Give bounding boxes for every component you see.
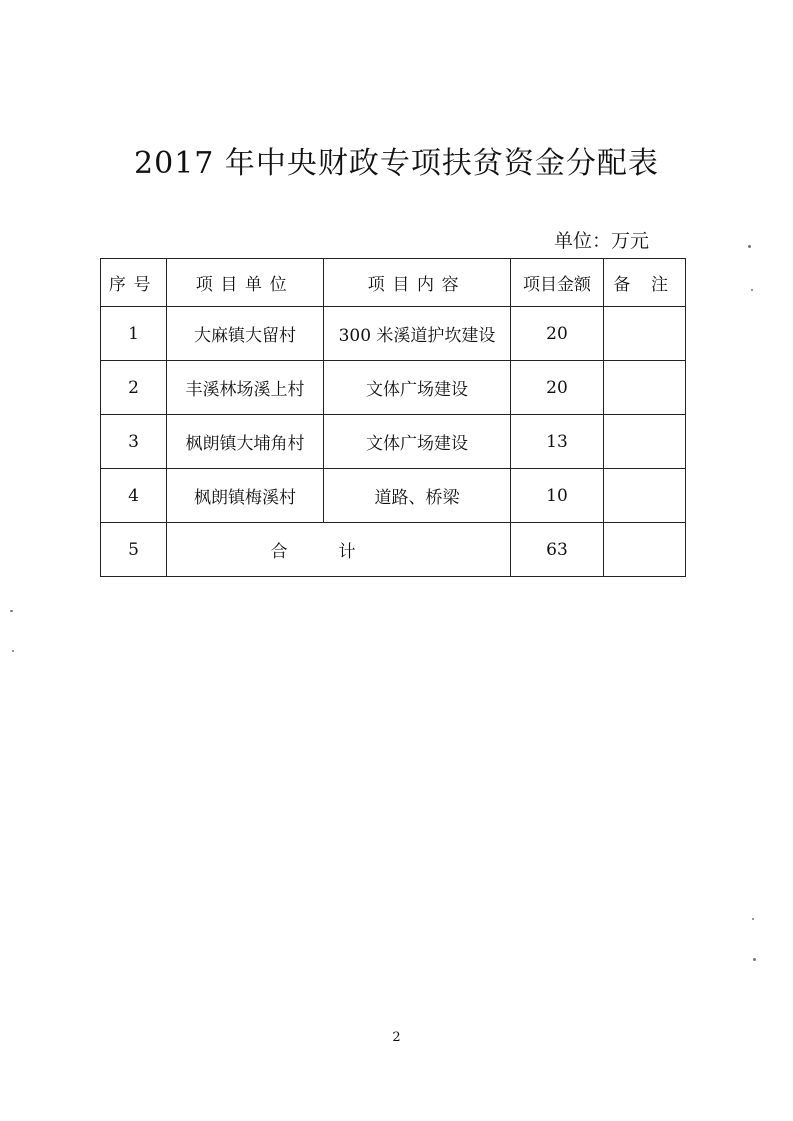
cell-content: 文体广场建设	[324, 415, 511, 469]
cell-content: 文体广场建设	[324, 361, 511, 415]
cell-content: 道路、桥梁	[324, 469, 511, 523]
cell-seq: 3	[101, 415, 167, 469]
scan-speck	[10, 610, 13, 612]
unit-label: 单位：万元	[554, 230, 650, 252]
table-total-row	[101, 523, 686, 577]
allocation-table	[100, 258, 686, 577]
scan-speck	[12, 650, 14, 652]
page-title: 2017 年中央财政专项扶贫资金分配表	[134, 146, 659, 181]
cell-unit: 大麻镇大留村	[167, 307, 324, 361]
cell-unit: 丰溪林场溪上村	[167, 361, 324, 415]
table-row	[101, 361, 686, 415]
header-content: 项目内容	[324, 259, 511, 307]
cell-seq: 2	[101, 361, 167, 415]
cell-note	[604, 523, 686, 577]
cell-note	[604, 415, 686, 469]
cell-amount: 13	[511, 415, 604, 469]
header-amount: 项目金额	[511, 259, 604, 307]
cell-total-amount: 63	[511, 523, 604, 577]
scan-speck	[751, 289, 753, 291]
scan-speck	[753, 958, 756, 961]
cell-seq: 1	[101, 307, 167, 361]
cell-amount: 10	[511, 469, 604, 523]
cell-seq: 5	[101, 523, 167, 577]
header-note: 备 注	[604, 259, 686, 307]
cell-note	[604, 469, 686, 523]
cell-content: 300 米溪道护坎建设	[324, 307, 511, 361]
header-seq: 序号	[101, 259, 167, 307]
header-unit: 项目单位	[167, 259, 324, 307]
cell-note	[604, 307, 686, 361]
page-number: 2	[392, 1030, 401, 1045]
cell-unit: 枫朗镇梅溪村	[167, 469, 324, 523]
cell-note	[604, 361, 686, 415]
cell-amount: 20	[511, 307, 604, 361]
cell-unit: 枫朗镇大埔角村	[167, 415, 324, 469]
table-row	[101, 415, 686, 469]
table-row	[101, 469, 686, 523]
table-row	[101, 307, 686, 361]
table-header-row	[101, 259, 686, 307]
cell-total-label: 合计	[167, 523, 511, 577]
scan-speck	[752, 918, 754, 920]
cell-amount: 20	[511, 361, 604, 415]
cell-seq: 4	[101, 469, 167, 523]
scan-speck	[748, 245, 751, 248]
